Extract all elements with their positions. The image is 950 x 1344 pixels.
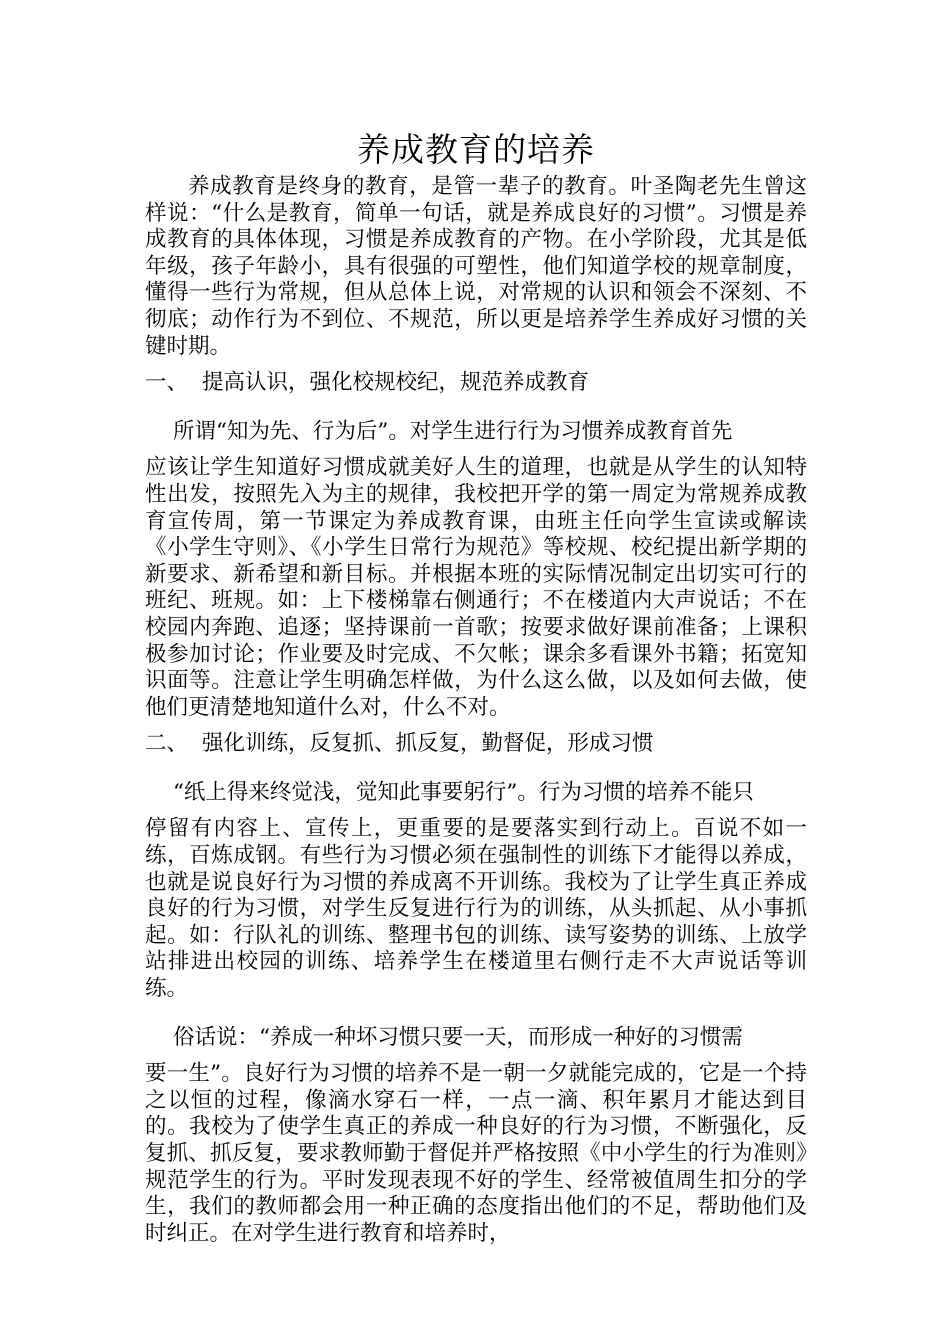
section-1-heading xyxy=(145,370,807,397)
document-page xyxy=(145,128,807,1247)
section-1-lead: 所谓“知为先、行为后”。对学生进行行为习惯养成教育首先 xyxy=(172,418,733,444)
section-2-number: 二、 xyxy=(145,731,189,757)
section-1-heading-text: 提高认识，强化校规校纪，规范养成教育 xyxy=(202,370,590,396)
section-2-heading-text: 强化训练，反复抓、抓反复，勤督促，形成习惯 xyxy=(202,731,654,757)
section-2-lead-2: 俗话说：“养成一种坏习惯只要一天，而形成一种好的习惯需 xyxy=(172,1024,743,1050)
section-1-number: 一、 xyxy=(145,370,189,396)
section-2-body-1: 停留有内容上、宣传上，更重要的是要落实到行动上。百说不如一练，百炼成钢。有些行为习惯必须在强制性的训练下才能得以养成，也就是说良好行为习惯的养成离不开训练。我校为了让学生真正养成良好的行为习惯，对学生反复进行行为的训练，从头抓起、从小事抓起。如：行队礼的训练、整理书包的训练、读写姿势的训练、上放学站排进出校园的训练、培养学生在楼道里右侧行走不大声说话等训练。 xyxy=(145,816,807,1002)
intro-paragraph: 养成教育是终身的教育，是管一辈子的教育。叶圣陶老先生曾这样说：“什么是教育，简单一句话，就是养成良好的习惯”。习惯是养成教育的具体体现，习惯是养成教育的产物。在小学阶段，尤其是低年级，孩子年龄小，具有很强的可塑性，他们知道学校的规章制度，懂得一些行为常规，但从总体上说，对常规的认识和领会不深刻、不彻底；动作行为不到位、不规范，所以更是培养学生养成好习惯的关键时期。 xyxy=(145,174,807,359)
section-2-body-2: 要一生”。良好行为习惯的培养不是一朝一夕就能完成的，它是一个持之以恒的过程，像滴水穿石一样，一点一滴、积年累月才能达到目的。我校为了使学生真正的养成一种良好的行为习惯，不断强化，反复抓、抓反复，要求教师勤于督促并严格按照《中小学生的行为准则》规范学生的行为。平时发现表现不好的学生、经常被值周生扣分的学生，我们的教师都会用一种正确的态度指出他们的不足，帮助他们及时纠正。在对学生进行教育和培养时， xyxy=(145,1061,807,1246)
section-1-body: 应该让学生知道好习惯成就美好人生的道理，也就是从学生的认知特性出发，按照先入为主的规律，我校把开学的第一周定为常规养成教育宣传周，第一节课定为养成教育课，由班主任向学生宣读或解读《小学生守则》、《小学生日常行为规范》等校规、校纪提出新学期的新要求、新希望和新目标。并根据本班的实际情况制定出切实可行的班纪、班规。如：上下楼梯靠右侧通行；不在楼道内大声说话；不在校园内奔跑、追逐；坚持课前一首歌；按要求做好课前准备；上课积极参加讨论；作业要及时完成、不欠帐；课余多看课外书籍；拓宽知识面等。注意让学生明确怎样做，为什么这么做，以及如何去做，使他们更清楚地知道什么对，什么不对。 xyxy=(145,455,807,720)
section-2-heading xyxy=(145,731,807,758)
document-title: 养成教育的培养 xyxy=(357,130,595,169)
section-2-lead-1: “纸上得来终觉浅，觉知此事要躬行”。行为习惯的培养不能只 xyxy=(172,779,754,805)
